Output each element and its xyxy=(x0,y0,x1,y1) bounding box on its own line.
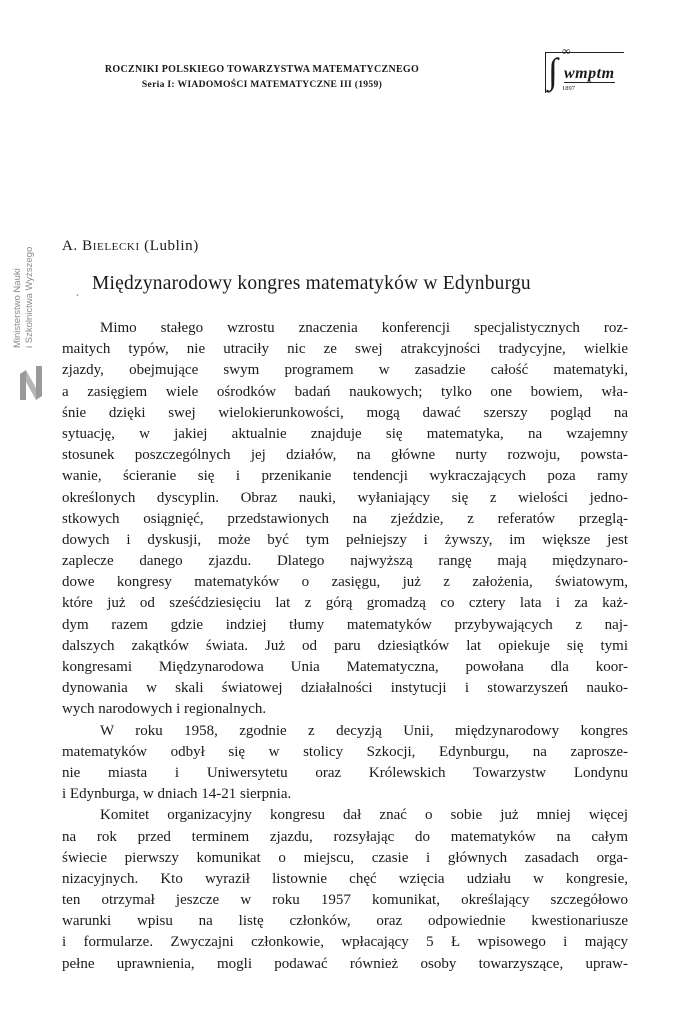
paragraph-1 xyxy=(62,318,628,721)
logo-wordmark: wmptm xyxy=(564,65,615,82)
article-body xyxy=(62,318,628,975)
text-line: nizacyjnych. Kto wyraził listownie chęć wzięcia udziału w kongresie, xyxy=(62,870,628,887)
ministry-line-2: i Szkolnictwa Wyższego xyxy=(24,246,35,348)
text-line: Mimo stałego wzrostu znaczenia konferencji specjalistycznych roz- xyxy=(100,320,628,336)
text-line: dalszych zakątków świata. Już od paru dziesiątków lat opiekuje się tymi xyxy=(62,637,628,654)
text-line: stosunek poszczególnych jej działów, na główne nurty rozwoju, powsta- xyxy=(62,447,628,464)
text-line: a zasięgiem wiele ośrodków badań naukowych; tylko one bowiem, wła- xyxy=(62,383,628,400)
article-author xyxy=(62,238,199,255)
text-line: określonych dyscyplin. Obraz nauki, wyłaniający się z wielości jedno- xyxy=(62,489,628,506)
ministry-watermark xyxy=(12,218,46,418)
text-line: pełne uprawnienia, mogli podawać również osoby towarzyszące, upraw- xyxy=(62,955,628,972)
wmptm-logo xyxy=(545,44,624,93)
author-initial: A. xyxy=(62,238,78,254)
journal-header xyxy=(62,62,462,92)
author-city: (Lublin) xyxy=(144,238,199,254)
text-line: wych narodowych i regionalnych. xyxy=(62,701,267,718)
text-line: zjazdy, obejmujące swym programem w zasadzie całość matematyki, xyxy=(62,362,628,379)
text-line: Komitet organizacyjny kongresu dał znać o sobie już mniej więcej xyxy=(100,807,628,824)
logo-year: 1897 xyxy=(562,85,575,92)
text-line: i formularze. Zwyczajni członkowie, wpłacający 5 Ł wpisowego i mający xyxy=(62,934,628,951)
text-line: ten otrzymał jeszcze w roku 1957 komunikat, określający szczegółowo xyxy=(62,892,628,909)
integral-icon: ∫ xyxy=(548,51,558,91)
text-line: matematyków odbył się w stolicy Szkocji, Edynburgu, na zaprosze- xyxy=(62,743,628,760)
text-line: na rok przed terminem zjazdu, rozsyłając do matematyków na całym xyxy=(62,828,628,845)
text-line: zaplecze danego zjazdu. Dlatego najwyższą rangę mają międzynaro- xyxy=(62,553,628,570)
text-line: dym razem gdzie indziej tłumy matematyków przybywających z naj- xyxy=(62,616,628,633)
text-line: śnie dzięki swej wielokierunkowości, mogą dawać szerszy pogląd na xyxy=(62,404,628,421)
text-line: dowych i dyskusji, może być tym pełniejszy i żywszy, im większe jest xyxy=(62,531,628,548)
text-line: dynowania w skali światowej działalności instytucji i stowarzyszeń nauko- xyxy=(62,680,628,697)
text-line: i Edynburga, w dniach 14-21 sierpnia. xyxy=(62,786,292,803)
text-line: wanie, ścieranie się i przenikanie tendencji wykraczających poza ramy xyxy=(62,468,628,485)
paragraph-3 xyxy=(62,805,628,975)
article-title: Międzynarodowy kongres matematyków w Edynburgu xyxy=(92,273,531,294)
journal-title: ROCZNIKI POLSKIEGO TOWARZYSTWA MATEMATYCZNEGO xyxy=(104,64,420,75)
text-line: maitych typów, nie utraciły nic ze swej atrakcyjności tradycyjne, wielkie xyxy=(62,341,628,358)
stray-mark: ˊ xyxy=(76,293,79,303)
text-line: kongresami Międzynarodowa Unia Matematyczna, powołana dla koor- xyxy=(62,659,628,675)
text-line: świecie pierwszy komunikat o miejscu, czasie i głównych zasadach orga- xyxy=(62,849,628,866)
text-line: które już od sześćdziesięciu lat z górą gromadzą co cztery lata i za każ- xyxy=(62,595,628,612)
text-line: W roku 1958, zgodnie z decyzją Unii, międzynarodowy kongres xyxy=(100,722,628,739)
ministry-line-1: Ministerstwo Nauki xyxy=(12,268,23,348)
ministry-text xyxy=(12,218,36,348)
author-surname: Bielecki xyxy=(82,238,140,254)
text-line: warunki wpisu na listę członków, oraz odpowiednie kwestionariusze xyxy=(62,913,628,930)
journal-series: Seria I: WIADOMOŚCI MATEMATYCZNE III (1959) xyxy=(141,79,383,90)
text-line: sytuację, w jakiej aktualnie znajduje się matematyka, na wzajemny xyxy=(62,425,628,442)
paragraph-2 xyxy=(62,721,628,806)
text-line: nie miasta i Uniwersytetu oraz Królewskich Towarzystw Londynu xyxy=(62,764,628,781)
ministry-logo-icon xyxy=(20,366,42,400)
text-line: stkowych osiągnięć, przedstawionych na zjeździe, z referatów przeglą- xyxy=(62,510,628,527)
infinity-icon: ∞ xyxy=(562,44,571,58)
text-line: dowe kongresy matematyków o zasięgu, już z założenia, światowym, xyxy=(62,574,628,591)
